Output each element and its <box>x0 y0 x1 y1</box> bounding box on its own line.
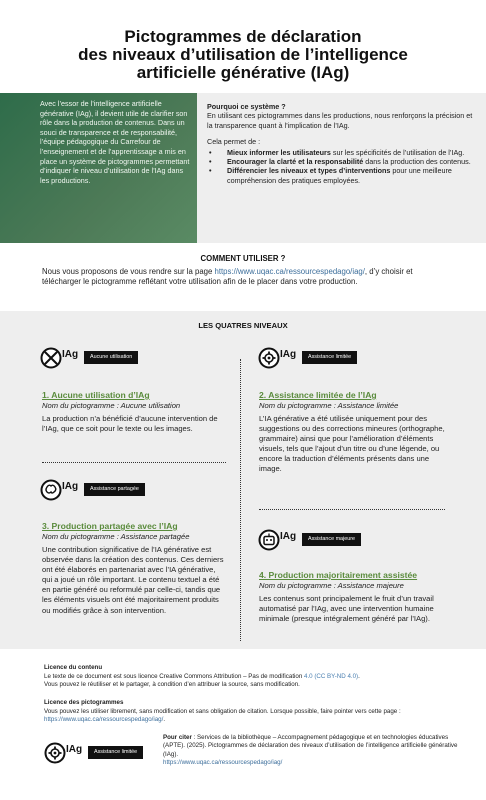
intro-panel <box>0 93 197 243</box>
why-panel <box>197 93 486 243</box>
why-allows: Cela permet de : <box>207 137 261 147</box>
how-heading: COMMENT UTILISER ? <box>200 254 286 263</box>
level-divider <box>259 509 445 510</box>
level-4-title: 4. Production majoritairement assistée <box>259 570 418 580</box>
level-1-body: La production n’a bénéficié d’aucune intervention de l’IAg, que ce soit pour le texte ou les images. <box>42 414 218 434</box>
gear-icon <box>258 347 280 369</box>
picto-label: Assistance limitée <box>88 746 143 759</box>
citation: Pour citer : Services de la bibliothèque – Accompagnement pédagogique et en technologies éducatives (APTE). (2025). Pictogrammes de déclaration des niveaux d’utilisation de l’intelligence artificielle générative (IAg). https://www.uqac.ca/ressourcespedago/iag/ <box>163 734 463 767</box>
picto-limited: IAg Assistance limitée <box>258 347 388 367</box>
picto-license-link[interactable]: https://www.uqac.ca/ressourcespedago/iag/ <box>44 716 164 724</box>
bullet-item: • Mieux informer les utilisateurs sur les spécificités de l’utilisation de l’IAg. <box>207 148 476 157</box>
bullet-item: • Différencier les niveaux et types d’interventions pour une meilleure compréhension des pratiques employées. <box>207 166 476 185</box>
how-text: Nous vous proposons de vous rendre sur la page https://www.uqac.ca/ressourcespedago/iag/, d’y choisir et télécharger le pictogramme reflétant votre utilisation afin de le placer dans votre production. <box>42 267 413 287</box>
level-2-body: L’IA générative a été utilisée uniquement pour des suggestions ou des corrections mineures (orthographe, grammaire) ainsi que pour l’amélioration d’éléments visuels, tels que l’ajout d’un titre ou d’une légende, ou encore la traduction d’éléments présents dans une image. <box>259 414 445 474</box>
picto-label: Assistance majeure <box>302 533 361 546</box>
why-bullets <box>207 148 476 186</box>
no-use-icon <box>40 347 62 369</box>
brain-icon <box>40 479 62 501</box>
why-text: En utilisant ces pictogrammes dans les productions, nous renforçons la précision et la transparence quant à l’implication de l’IAg. <box>207 111 473 130</box>
level-3-title: 3. Production partagée avec l’IAg <box>42 521 178 531</box>
license-link[interactable]: 4.0 (CC BY-ND 4.0) <box>304 672 359 680</box>
robot-icon <box>258 529 280 551</box>
why-heading: Pourquoi ce système ? <box>207 102 286 111</box>
how-link[interactable]: https://www.uqac.ca/ressourcespedago/iag/ <box>214 267 365 276</box>
gear-icon <box>44 742 66 764</box>
picto-cite-badge: IAg Assistance limitée <box>44 742 154 762</box>
level-4-subtitle: Nom du pictogramme : Assistance majeure <box>259 581 404 590</box>
picto-label: Aucune utilisation <box>84 351 138 364</box>
levels-section <box>0 311 486 649</box>
level-2-title: 2. Assistance limitée de l’IAg <box>259 390 377 400</box>
picto-shared: IAg Assistance partagée <box>40 479 170 499</box>
levels-heading: LES QUATRES NIVEAUX <box>198 321 288 330</box>
picto-no-use: IAg Aucune utilisation <box>40 347 170 367</box>
picto-major: IAg Assistance majeure <box>258 529 388 549</box>
level-4-body: Les contenus sont principalement le fruit d’un travail automatisé par l’IAg, avec une intervention humaine minimale (presque intégralement généré par l’IAg). <box>259 594 434 624</box>
page-title: Pictogrammes de déclaration des niveaux d’utilisation de l’intelligence artificielle générative (IAg) <box>78 27 408 82</box>
column-divider <box>240 359 241 641</box>
level-3-body: Une contribution significative de l’IA générative est observée dans la création des contenus. Ces derniers ont été élaborés en partenariat avec l’IA générative, qui a joué un rôle important. Le contenu textuel a été en partie généré ou reformulé par celle-ci, tandis que les éléments visuels ont été majoritairement produits ou modifiés grâce à son intervention. <box>42 545 224 615</box>
intro-text: Avec l’essor de l’intelligence artificielle générative (IAg), il devient utile de clarifier son rôle dans la production de contenus. Dans un souci de transparence et de responsabilité, l’équipe pédagogique du Carrefour de l’enseignement et de l’apprentissage a mis en place un système de pictogrammes permettant d’indiquer le niveau d’utilisation de l’IAg dans les productions. <box>40 99 190 185</box>
picto-label: Assistance limitée <box>302 351 357 364</box>
level-1-title: 1. Aucune utilisation d’IAg <box>42 390 150 400</box>
cite-link[interactable]: https://www.uqac.ca/ressourcespedago/iag/ <box>163 758 283 766</box>
intro-section <box>0 93 486 243</box>
picto-label: Assistance partagée <box>84 483 145 496</box>
level-2-subtitle: Nom du pictogramme : Assistance limitée <box>259 401 399 410</box>
level-divider <box>42 462 226 463</box>
bullet-item: • Encourager la clarté et la responsabilité dans la production des contenus. <box>207 157 476 166</box>
level-1-subtitle: Nom du pictogramme : Aucune utilisation <box>42 401 181 410</box>
picto-license: Licence des pictogrammes Vous pouvez les utiliser librement, sans modification et sans obligation de citation. Lorsque possible, faire pointer vers cette page : https://www.uqac.ca/ressourcespedago/iag/. <box>44 699 401 724</box>
level-3-subtitle: Nom du pictogramme : Assistance partagée <box>42 532 190 541</box>
content-license: Licence du contenu Le texte de ce document est sous licence Creative Commons Attribution – Pas de modification 4.0 (CC BY-ND 4.0). Vous pouvez le réutiliser et le partager, à condition d’en attribuer la source, sans modification. <box>44 664 360 689</box>
